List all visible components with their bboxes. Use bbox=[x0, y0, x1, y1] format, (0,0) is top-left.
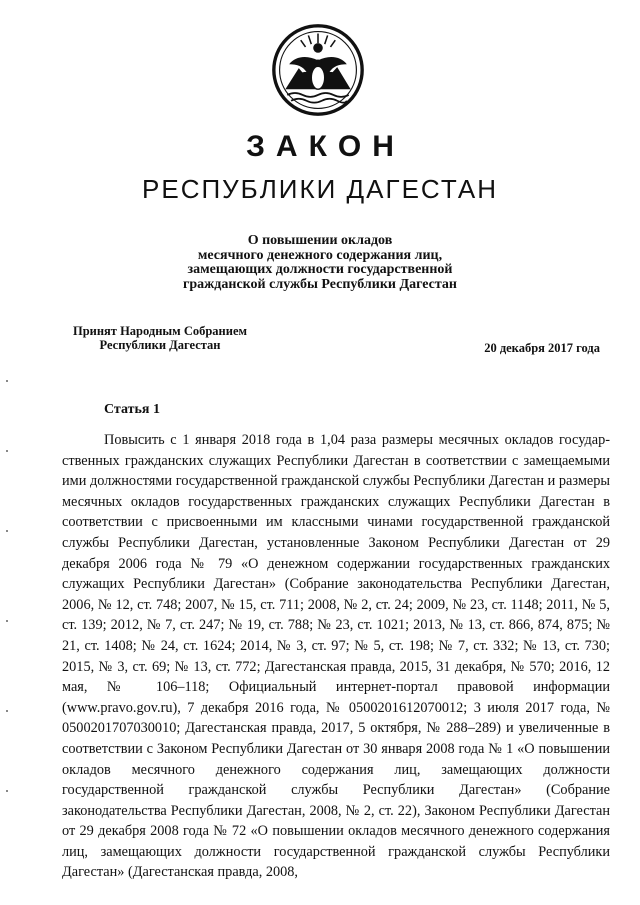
adoption-statement bbox=[60, 324, 260, 352]
document-title bbox=[100, 234, 540, 292]
law-heading: ЗАКОН bbox=[246, 130, 405, 163]
article-body: Повысить с 1 января 2018 года в 1,04 раза размеры месячных окладов государственных гражданских служащих Республики Дагестан в соответствии с замещаемыми ими должностями государственной гражданской службы Республики Дагестан и размеры месячных окладов государственных гражданских служащих Республики Дагестан в соответствии с присвоенными им классными чинами государственной гражданской службы Республики Дагестан, установленные Законом Республики Дагестан от 29 декабря 2006 года № 79 «О денежном содержании государственных гражданских служащих Республики Дагестан» (Собрание законодательства Республики Дагестан, 2006, № 12, ст. 748; 2007, № 15, ст. 711; 2008, № 2, ст. 24; 2009, № 23, ст. 1148; 2011, № 5, ст. 139; 2012, № 7, ст. 247; № 19, ст. 788; № 23, ст. 1021; 2013, № 13, ст. 866, 874, 875; № 21, ст. 1408; № 24, ст. 1624; 2014, № 3, ст. 97; № 5, ст. 198; № 7, ст. 332; № 13, ст. 730; 2015, № 3, ст. 69; № 13, ст. 772; Дагестанская правда, 2015, 31 декабря, № 570; 2016, 12 мая, № 106–118; Официальный интернет-портал правовой информации (www.pravo.gov.ru), 7 декабря 2016 года, № 0500201612070012; 3 июля 2017 года, № 0500201707030010; Дагестанская правда, 2017, 5 октября, № 288–289) и увеличенные в соответствии с Законом Республики Дагестан от 30 января 2008 года № 1 «О повышении окладов месячного денежного содержания лиц, замещающих должности государственной гражданской службы Республики Дагестан» (Собрание законодательства Республики Дагестан, 2008, № 2, ст. 22), Законом Республики Дагестан от 29 декабря 2008 года № 72 «О повышении окладов месячного денежного содержания лиц, замещающих должности государственной гражданской службы Республики Дагестан» (Дагестанская правда, 2008, bbox=[62, 432, 610, 881]
title-line: замещающих должности государственной bbox=[187, 262, 453, 277]
scan-margin-marks bbox=[6, 380, 10, 800]
title-line: месячного денежного содержания лиц, bbox=[197, 247, 443, 263]
adoption-line: Республики Дагестан bbox=[99, 338, 221, 352]
title-line: О повышении окладов bbox=[247, 233, 393, 248]
adoption-date: 20 декабря 2017 года bbox=[484, 341, 600, 355]
article-heading: Статья 1 bbox=[104, 402, 160, 417]
title-line: гражданской службы Республики Дагестан bbox=[183, 276, 457, 292]
adoption-line: Принят Народным Собранием bbox=[72, 324, 248, 338]
republic-heading: РЕСПУБЛИКИ ДАГЕСТАН bbox=[142, 174, 498, 204]
dagestan-coat-of-arms-icon bbox=[270, 22, 366, 118]
